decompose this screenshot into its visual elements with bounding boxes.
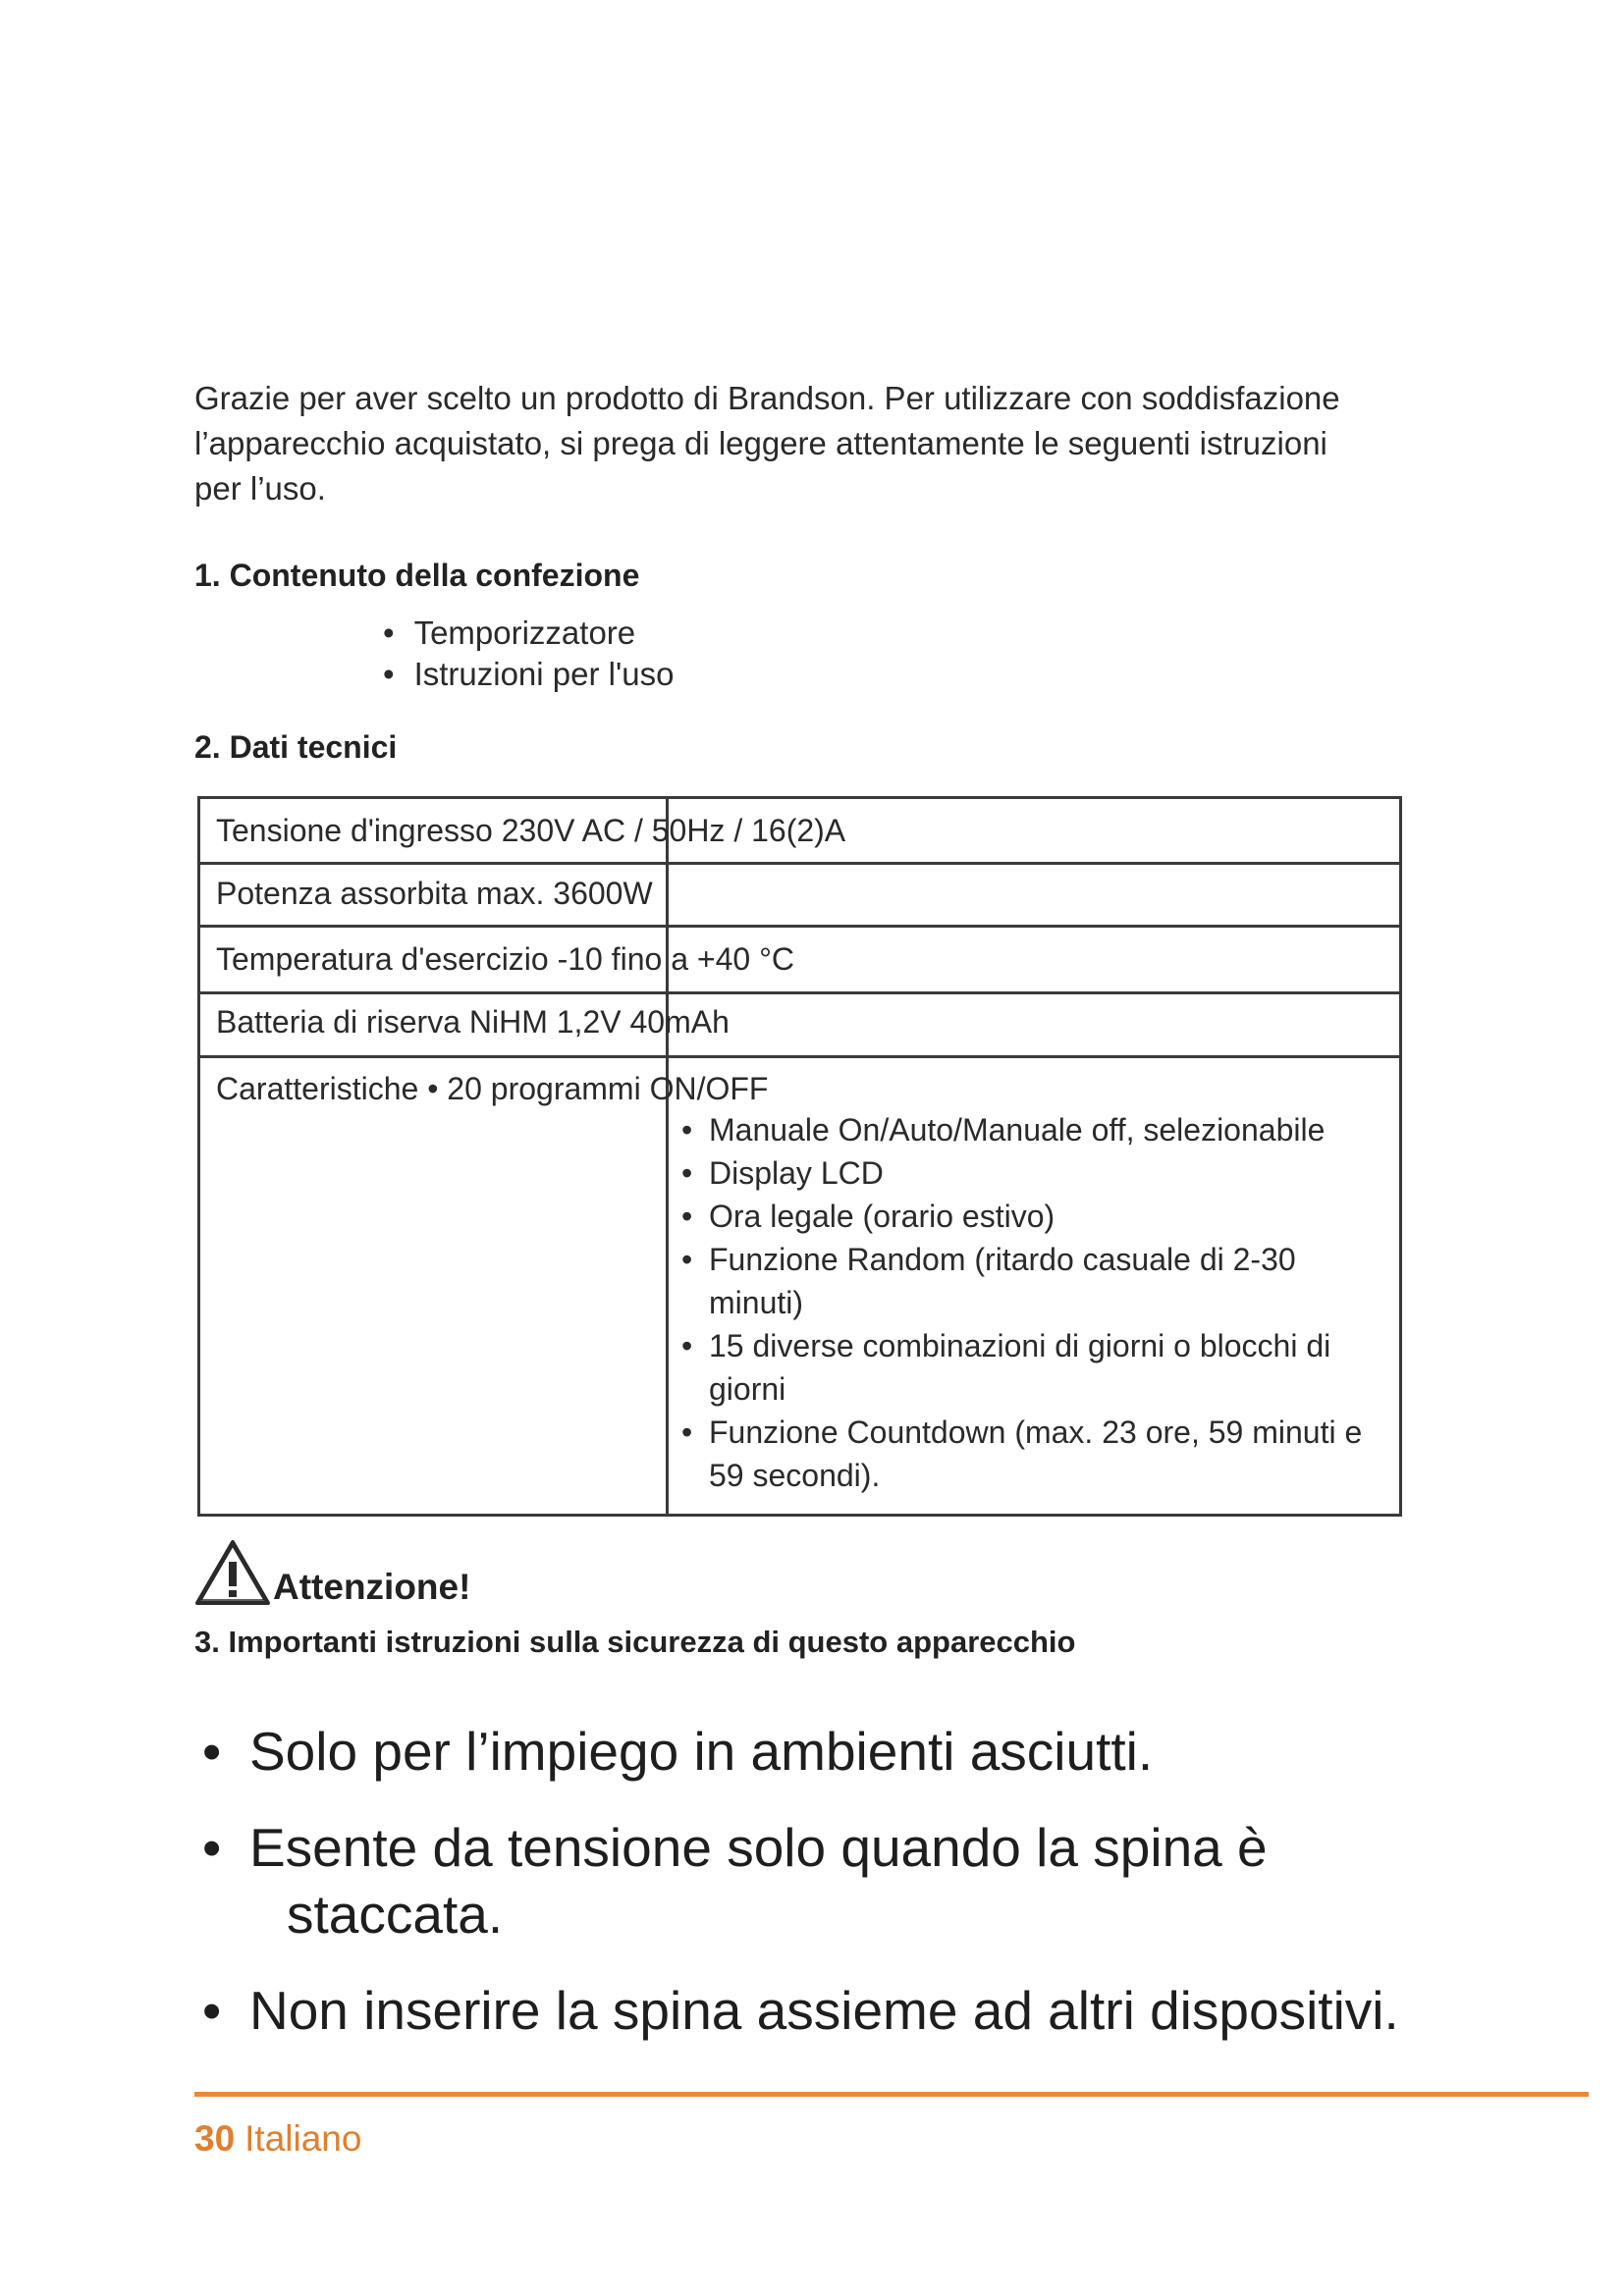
intro-line-3: per l’uso. [194,470,326,507]
list-item [194,1814,1471,1948]
section-1-heading: 1. Contenuto della confezione [194,558,640,593]
page-number: 30 [194,2118,236,2159]
intro-line-1: Grazie per aver scelto un prodotto di Brandson. Per utilizzare con soddisfazione [194,380,1340,416]
feature-item: • 15 diverse combinazioni di giorni o blocchi di giorni [681,1324,1388,1411]
feature-item: • Display LCD [681,1151,1388,1195]
warning-title: Attenzione! [273,1567,471,1607]
table-row: Temperatura d'esercizio -10 fino a +40 °C [216,941,794,977]
table-row: Caratteristiche • 20 programmi ON/OFF [216,1071,769,1106]
safety-item-text: Esente da tensione solo quando la spina è [249,1817,1268,1878]
table-row-divider [200,862,1399,865]
package-contents-list [383,613,674,695]
table-row-divider [200,925,1399,928]
section-2-heading: 2. Dati tecnici [194,729,398,765]
warning-triangle-icon [194,1538,271,1607]
safety-item-text: Non inserire la spina assieme ad altri dispositivi. [249,1980,1399,2041]
safety-instructions-list [194,1718,1471,2073]
list-item [194,1977,1471,2044]
footer-language: Italiano [244,2118,362,2159]
section-3-heading: 3. Importanti istruzioni sulla sicurezza di questo apparecchio [194,1625,1076,1659]
table-row-divider [200,991,1399,994]
features-list [681,1108,1388,1497]
list-item [194,1718,1471,1785]
safety-item-text: Solo per l’impiego in ambienti asciutti. [249,1721,1154,1782]
warning-block [194,1536,470,1607]
intro-line-2: l’apparecchio acquistato, si prega di leggere attentamente le seguenti istruzioni [194,425,1327,461]
safety-item-continuation: staccata. [287,1884,504,1945]
feature-item: • Ora legale (orario estivo) [681,1195,1388,1238]
page-footer [194,2118,361,2160]
table-row: Tensione d'ingresso 230V AC / 50Hz / 16(2)A [216,813,846,848]
table-row-divider [200,1055,1399,1058]
table-row: Batteria di riserva NiHM 1,2V 40mAh [216,1004,730,1040]
list-item: • Temporizzatore [383,613,674,654]
table-row: Potenza assorbita max. 3600W [216,876,653,911]
intro-paragraph [194,376,1412,511]
feature-item: • Funzione Random (ritardo casuale di 2-30 minuti) [681,1238,1388,1324]
technical-data-table [197,796,1402,1517]
list-item: • Istruzioni per l'uso [383,654,674,695]
table-column-divider [666,799,669,1514]
feature-item: • Funzione Countdown (max. 23 ore, 59 minuti e 59 secondi). [681,1411,1388,1497]
footer-divider [194,2092,1589,2097]
feature-item: • Manuale On/Auto/Manuale off, selezionabile [681,1108,1388,1151]
